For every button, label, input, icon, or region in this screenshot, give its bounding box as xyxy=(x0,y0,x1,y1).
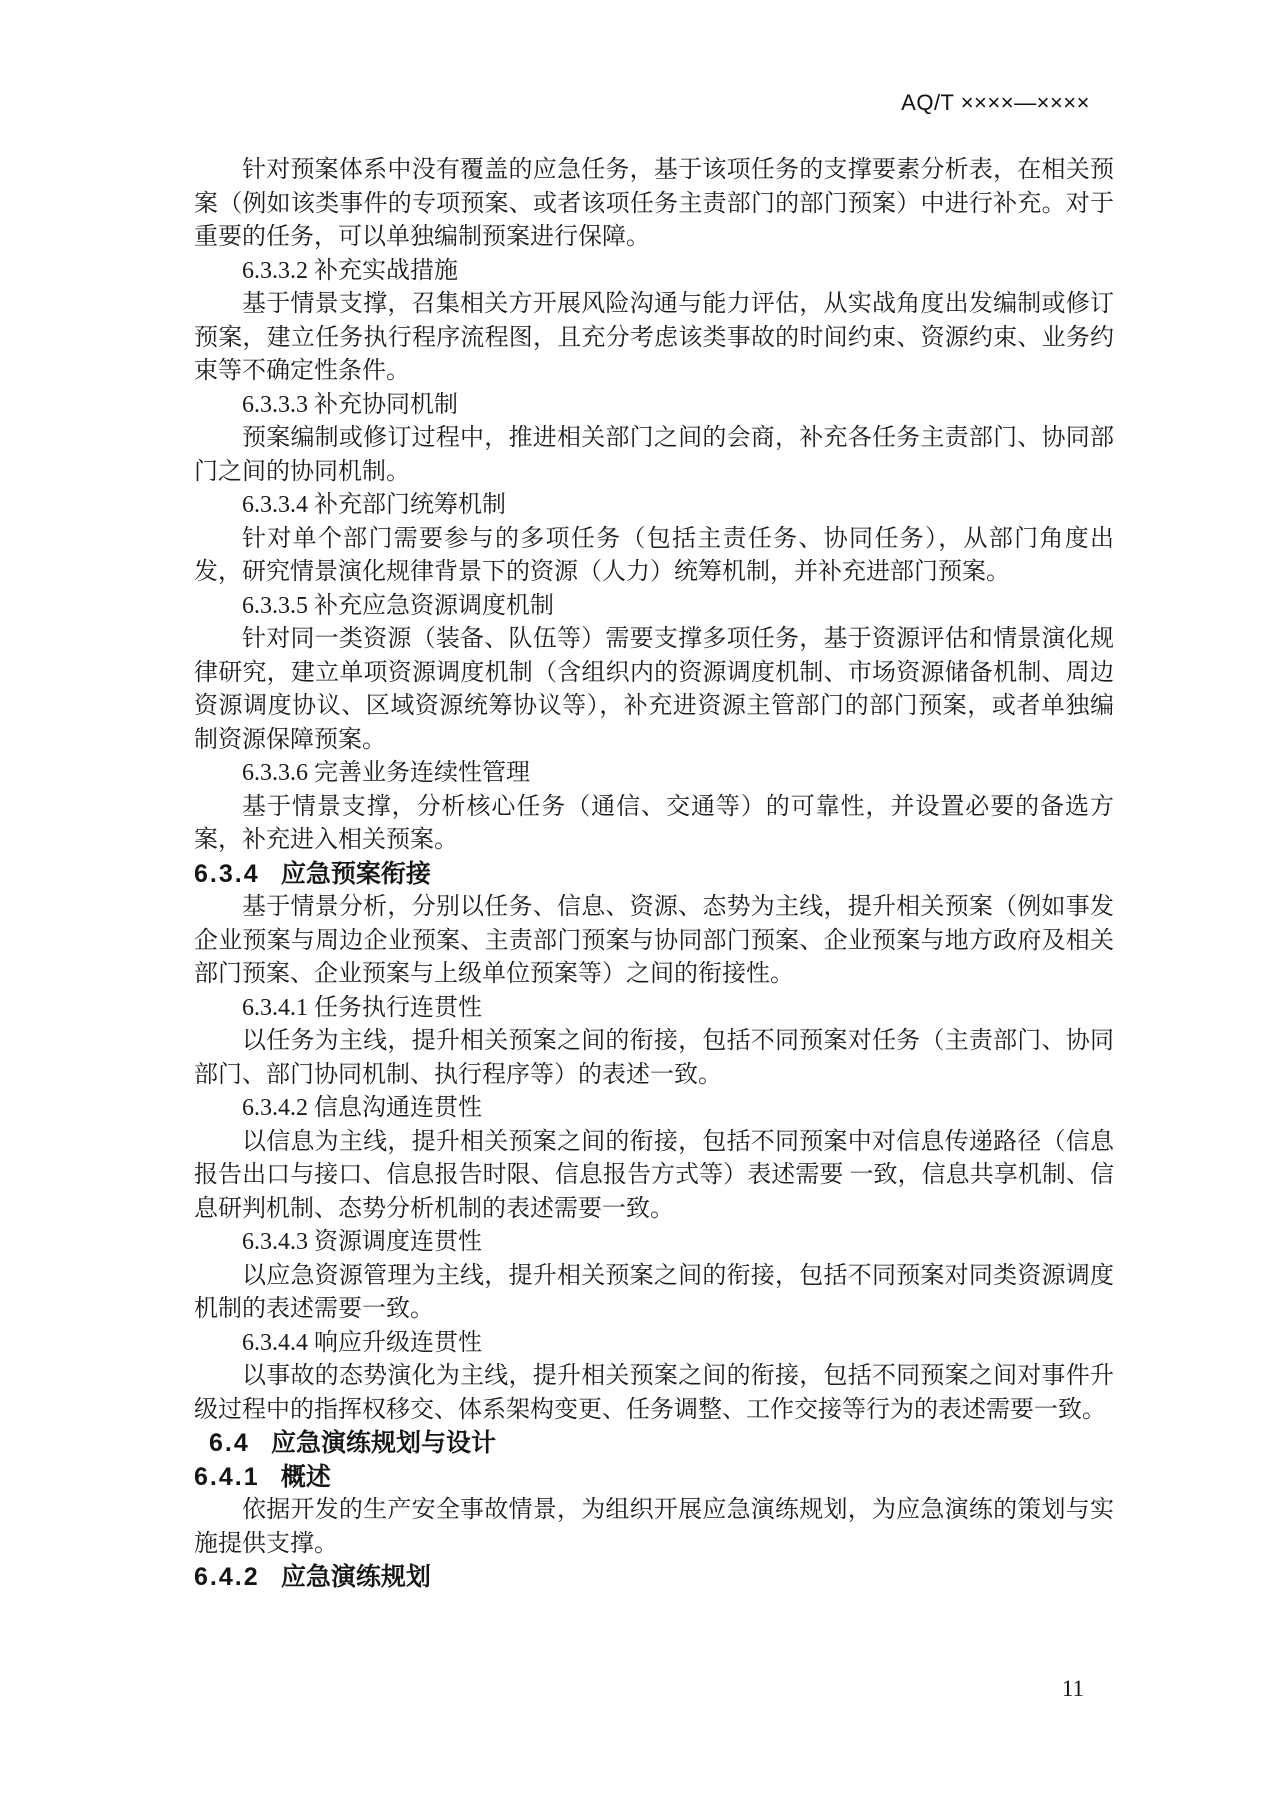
clause-heading-6341: 6.3.4.1 任务执行连贯性 xyxy=(242,994,482,1021)
section-number: 6.3.4 xyxy=(194,859,260,888)
paragraph: 基于情景支撑，召集相关方开展风险沟通与能力评估，从实战角度出发编制或修订预案，建立任务执行程序流程图，且充分考虑该类事故的时间约束、资源约束、业务约束等不确定性条件。 xyxy=(194,291,1114,384)
paragraph: 针对同一类资源（装备、队伍等）需要支撑多项任务，基于资源评估和情景演化规律研究，建立单项资源调度机制（含组织内的资源调度机制、市场资源储备机制、周边资源调度协议、区域资源统筹协议等），补充进资源主管部门的部门预案，或者单独编制资源保障预案。 xyxy=(194,626,1114,753)
section-heading-64 xyxy=(194,1427,1114,1461)
section-title: 应急演练规划与设计 xyxy=(271,1429,497,1457)
paragraph: 以信息为主线，提升相关预案之间的衔接，包括不同预案中对信息传递路径（信息报告出口与接口、信息报告时限、信息报告方式等）表述需要 一致，信息共享机制、信息研判机制、态势分析机制的表述需要一致。 xyxy=(194,1128,1114,1222)
clause-heading-6334: 6.3.3.4 补充部门统筹机制 xyxy=(242,492,506,518)
paragraph: 基于情景分析，分别以任务、信息、资源、态势为主线，提升相关预案（例如事发企业预案与周边企业预案、主责部门预案与协同部门预案、企业预案与地方政府及相关部门预案、企业预案与上级单位预案等）之间的衔接性。 xyxy=(194,894,1114,987)
section-heading-642 xyxy=(194,1561,1114,1595)
paragraph: 预案编制或修订过程中，推进相关部门之间的会商，补充各任务主责部门、协同部门之间的协同机制。 xyxy=(194,425,1114,485)
paragraph: 针对单个部门需要参与的多项任务（包括主责任务、协同任务），从部门角度出发，研究情景演化规律背景下的资源（人力）统筹机制，并补充进部门预案。 xyxy=(194,525,1114,585)
clause-heading-6343: 6.3.4.3 资源调度连贯性 xyxy=(242,1229,482,1255)
paragraph: 以任务为主线，提升相关预案之间的衔接，包括不同预案对任务（主责部门、协同部门、部门协同机制、执行程序等）的表述一致。 xyxy=(194,1028,1114,1088)
paragraph: 以事故的态势演化为主线，提升相关预案之间的衔接，包括不同预案之间对事件升级过程中的指挥权移交、体系架构变更、任务调整、工作交接等行为的表述需要一致。 xyxy=(194,1363,1114,1423)
section-number: 6.4.1 xyxy=(194,1462,260,1491)
paragraph: 依据开发的生产安全事故情景，为组织开展应急演练规划，为应急演练的策划与实施提供支撑。 xyxy=(194,1497,1114,1557)
clause-heading-6332: 6.3.3.2 补充实战措施 xyxy=(242,257,458,284)
section-heading-634 xyxy=(194,858,1114,892)
clause-heading-6336: 6.3.3.6 完善业务连续性管理 xyxy=(242,760,530,786)
clause-heading-6333: 6.3.3.3 补充协同机制 xyxy=(242,391,458,418)
section-title: 概述 xyxy=(280,1462,331,1491)
clause-heading-6335: 6.3.3.5 补充应急资源调度机制 xyxy=(242,592,554,619)
paragraph: 针对预案体系中没有覆盖的应急任务，基于该项任务的支撑要素分析表，在相关预案（例如该类事件的专项预案、或者该项任务主责部门的部门预案）中进行补充。对于重要的任务，可以单独编制预案进行保障。 xyxy=(194,157,1114,250)
section-title: 应急演练规划 xyxy=(280,1563,431,1591)
document-body xyxy=(194,154,1114,1595)
clause-heading-6342: 6.3.4.2 信息沟通连贯性 xyxy=(242,1095,482,1121)
section-number: 6.4 xyxy=(209,1429,250,1457)
paragraph: 基于情景支撑，分析核心任务（通信、交通等）的可靠性，并设置必要的备选方案，补充进入相关预案。 xyxy=(194,793,1114,853)
section-number: 6.4.2 xyxy=(194,1563,260,1591)
paragraph: 以应急资源管理为主线，提升相关预案之间的衔接，包括不同预案对同类资源调度机制的表述需要一致。 xyxy=(194,1262,1114,1322)
page-number: 11 xyxy=(1061,1676,1084,1701)
section-title: 应急预案衔接 xyxy=(280,859,431,888)
section-heading-641 xyxy=(194,1461,1114,1495)
clause-heading-6344: 6.3.4.4 响应升级连贯性 xyxy=(242,1329,482,1356)
standard-number-header: AQ/T ××××—×××× xyxy=(901,90,1090,115)
